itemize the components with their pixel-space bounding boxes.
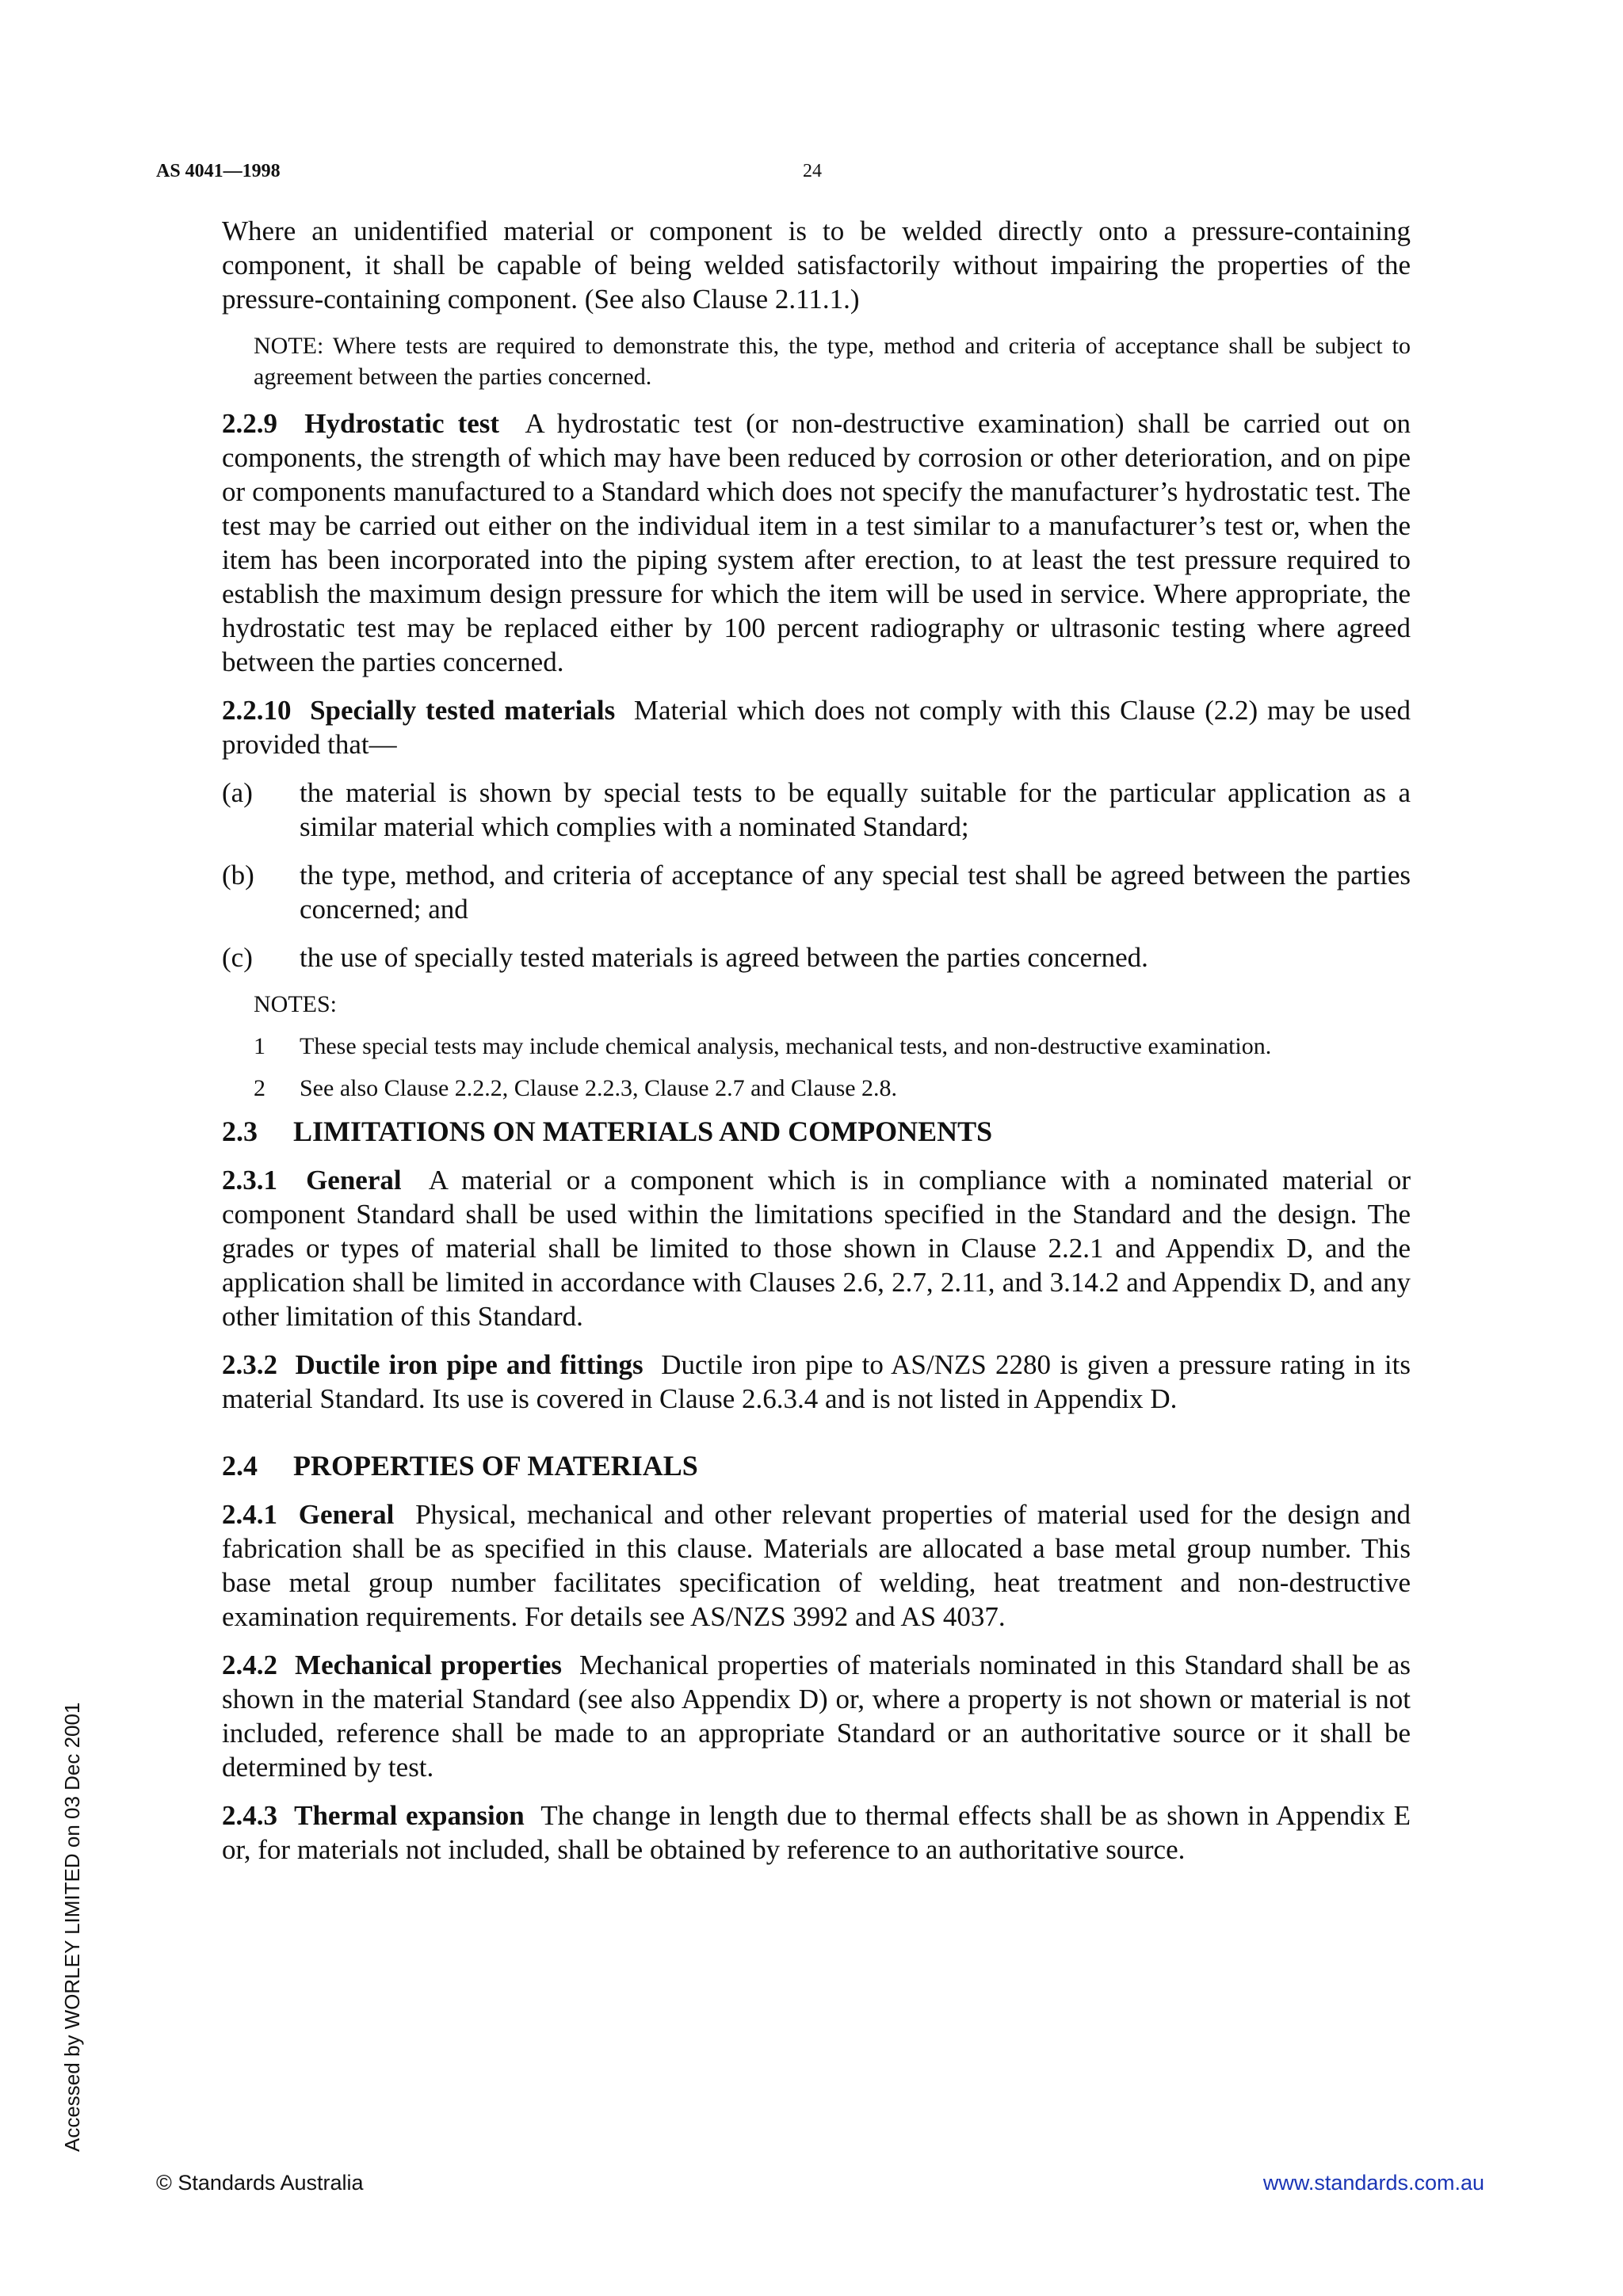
clause-number: 2.2.9 [222, 408, 277, 439]
access-watermark: Accessed by WORLEY LIMITED on 03 Dec 2001 [60, 1702, 84, 2152]
list-item-label: (b) [222, 860, 254, 891]
website-link[interactable]: www.standards.com.au [1262, 2171, 1484, 2195]
section-title: PROPERTIES OF MATERIALS [293, 1450, 698, 1482]
clause-number: 2.3.1 [222, 1165, 277, 1196]
clause-text: The change in length due to thermal effects shall be as shown in Appendix E or, for materials not included, shall be obtained by reference to an authoritative source. [222, 1800, 1411, 1865]
intro-note: NOTE: Where tests are required to demonstrate this, the type, method and criteria of acceptance shall be subject to agreement between the parties concerned. [254, 333, 1411, 390]
note-item [254, 1073, 1411, 1104]
list-item [222, 776, 1411, 844]
page-content [222, 214, 1411, 1881]
list-item-text: the material is shown by special tests to be equally suitable for the particular application as a similar material which complies with a nominated Standard; [300, 777, 1411, 842]
clause-title: Mechanical properties [295, 1650, 562, 1680]
list-item-text: the use of specially tested materials is agreed between the parties concerned. [300, 942, 1148, 973]
list-item [222, 940, 1411, 974]
list-item-label: (a) [222, 777, 253, 808]
document-id: AS 4041—1998 [156, 161, 281, 181]
clause-2-3-1 [222, 1163, 1411, 1333]
clause-text: Physical, mechanical and other relevant properties of material used for the design and fabrication shall be as specified in this clause. Materials are allocated a base metal group number. This base metal group number facilitates specification of welding, heat treatment and non-destructive examination requirements. For details see AS/NZS 3992 and AS 4037. [222, 1499, 1411, 1632]
clause-2-3-2 [222, 1348, 1411, 1416]
clause-text: Ductile iron pipe to AS/NZS 2280 is given a pressure rating in its material Standard. Its use is covered in Clause 2.6.3.4 and is not listed in Appendix D. [222, 1349, 1411, 1414]
note-text: See also Clause 2.2.2, Clause 2.2.3, Clause 2.7 and Clause 2.8. [300, 1075, 898, 1101]
note-text: These special tests may include chemical analysis, mechanical tests, and non-destructive examination. [300, 1033, 1272, 1059]
clause-number: 2.4.1 [222, 1499, 277, 1530]
notes-heading: NOTES: [254, 991, 337, 1017]
page-number: 24 [803, 161, 822, 181]
note-item [254, 1031, 1411, 1062]
clause-title: Hydrostatic test [304, 408, 500, 439]
clause-2-4-3 [222, 1798, 1411, 1867]
intro-paragraph: Where an unidentified material or component is to be welded directly onto a pressure-containing component, it shall be capable of being welded satisfactorily without impairing the properties of the pressure-containing component. (See also Clause 2.11.1.) [222, 215, 1411, 315]
section-heading-2-3 [222, 1115, 1411, 1149]
list-item-text: the type, method, and criteria of acceptance of any special test shall be agreed between the parties concerned; and [300, 860, 1411, 925]
clause-title: General [306, 1165, 402, 1196]
clause-title: Specially tested materials [310, 695, 616, 726]
clause-text: Mechanical properties of materials nominated in this Standard shall be as shown in the material Standard (see also Appendix D) or, where a property is not shown or material is not included, reference shall be made to an appropriate Standard or an authoritative source or it shall be determined by test. [222, 1650, 1411, 1783]
clause-number: 2.2.10 [222, 695, 292, 726]
section-number: 2.4 [222, 1450, 258, 1482]
note-number: 1 [254, 1033, 265, 1059]
clause-title: General [298, 1499, 395, 1530]
clause-2-4-1 [222, 1497, 1411, 1634]
clause-text: A material or a component which is in compliance with a nominated material or component Standard shall be used within the limitations specified in the Standard and the design. The grades or types of material shall be limited to those shown in Clause 2.2.1 and Appendix D, and the application shall be limited in accordance with Clauses 2.6, 2.7, 2.11, and 3.14.2 and Appendix D, and any other limitation of this Standard. [222, 1165, 1411, 1332]
list-item [222, 858, 1411, 926]
section-number: 2.3 [222, 1116, 258, 1147]
clause-number: 2.4.2 [222, 1650, 277, 1680]
section-heading-2-4 [222, 1449, 1411, 1483]
clause-2-2-10 [222, 693, 1411, 761]
section-title: LIMITATIONS ON MATERIALS AND COMPONENTS [293, 1116, 993, 1147]
clause-text: Material which does not comply with this Clause (2.2) may be used provided that— [222, 695, 1411, 760]
clause-number: 2.4.3 [222, 1800, 277, 1831]
note-number: 2 [254, 1075, 265, 1101]
clause-2-4-2 [222, 1648, 1411, 1784]
clause-number: 2.3.2 [222, 1349, 277, 1380]
clause-title: Ductile iron pipe and fittings [295, 1349, 643, 1380]
copyright-text: © Standards Australia [156, 2171, 364, 2195]
clause-title: Thermal expansion [294, 1800, 525, 1831]
clause-2-2-9 [222, 406, 1411, 679]
clause-text: A hydrostatic test (or non-destructive examination) shall be carried out on components, the strength of which may have been reduced by corrosion or other deterioration, and on pipe or components manufactured to a Standard which does not specify the manufacturer’s hydrostatic test. The test may be carried out either on the individual item in a test similar to a manufacturer’s test or, when the item has been incorporated into the piping system after erection, to at least the test pressure required to establish the maximum design pressure for which the item will be used in service. Where appropriate, the hydrostatic test may be replaced either by 100 percent radiography or ultrasonic testing where agreed between the parties concerned. [222, 408, 1411, 677]
list-item-label: (c) [222, 942, 253, 973]
